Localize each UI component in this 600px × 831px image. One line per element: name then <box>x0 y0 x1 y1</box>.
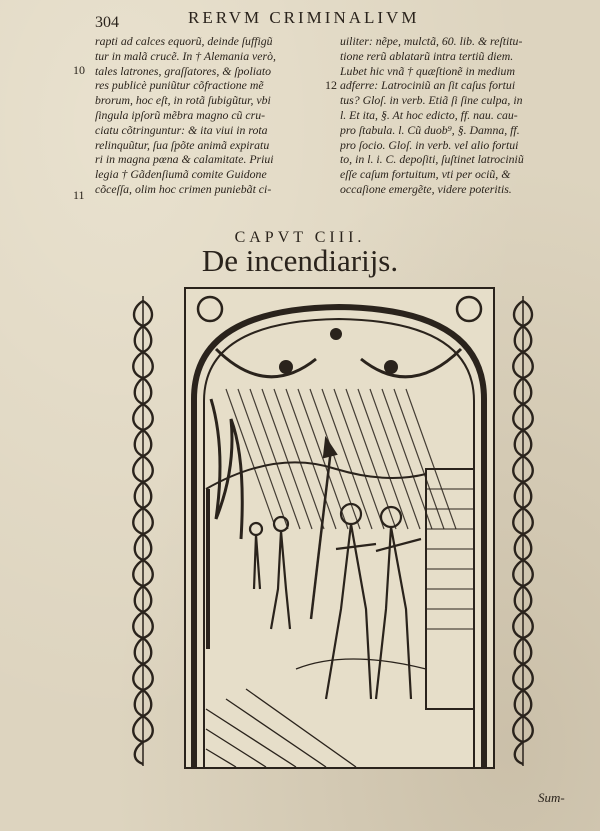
text-line: Lubet hic vnã † quæſtionẽ in medium <box>340 63 515 78</box>
text-line: eſſe caſum fortuitum, vti per ociũ, & <box>340 167 511 182</box>
woodcut-illustration <box>184 287 495 769</box>
mask-ornament-icon <box>198 297 222 321</box>
text-line: uiliter: nẽpe, mulctã, 60. lib. & reſtitu- <box>340 34 523 48</box>
text-line: tales latrones, graſſatores, & ſpoliato <box>95 63 272 78</box>
text-line: res publicè puniũtur cõfractione mẽ <box>95 78 264 93</box>
margin-note-number: 11 <box>73 188 85 202</box>
woodcut-scene-image <box>186 289 493 767</box>
text-line: brorum, hoc eſt, in rotã ſubigũtur, vbi <box>95 93 271 108</box>
chapter-label: CAPVT CIII. <box>234 229 366 246</box>
margin-note-number: 12 <box>325 78 337 92</box>
text-line: rapti ad calces equorũ, deinde ſuffigũ <box>95 34 273 48</box>
text-line: to, in l. i. C. depoſiti, ſuſtinet latrociniũ <box>340 152 524 167</box>
text-line: tur in malã crucẽ. In † Alemania verò, <box>95 48 276 63</box>
text-line: adferre: Latrociniũ an ſit caſus fortui <box>340 78 516 93</box>
text-line: legia † Gãdenſiumã comite Guidone <box>95 167 267 182</box>
text-line: l. Et ita, §. At hoc edicto, ff. nau. cau- <box>340 107 518 122</box>
chapter-title: De incendiarijs. <box>201 243 399 278</box>
catchword: Sum- <box>538 790 565 805</box>
page-number: 304 <box>95 14 119 31</box>
mask-ornament-icon <box>457 297 481 321</box>
text-line: cõceſſa, olim hoc crimen puniebãt ci- <box>95 181 272 196</box>
text-line: tione rerũ ablatarũ intra tertiũ diem. <box>340 48 514 63</box>
text-line: ciatu cõtringuntur: & ita viui in rota <box>95 122 268 137</box>
right-text-column <box>340 34 572 197</box>
text-line: relinquũtur, ſua ſpõte animã expiratu <box>95 137 270 152</box>
left-ornamental-border <box>128 296 158 766</box>
left-text-column <box>95 34 335 197</box>
text-line: ſingula ipſorũ mẽbra magno cũ cru- <box>95 107 266 122</box>
right-ornamental-border <box>508 296 538 766</box>
margin-note-number: 10 <box>73 63 85 77</box>
text-line: pro ſtabula. l. Cũ duob⁹, §. Damna, ff. <box>340 122 520 137</box>
text-line: ri in magna pœna & calamitate. Priui <box>95 152 274 167</box>
text-line: tus? Gloſ. in verb. Etiã ſi ſine culpa, in <box>340 93 523 108</box>
running-title: RERVM CRIMINALIVM <box>188 8 420 27</box>
text-line: occaſione emergẽte, videre poteritis. <box>340 181 512 196</box>
text-line: pro ſocio. Gloſ. in verb. vel alio fortui <box>340 137 519 152</box>
